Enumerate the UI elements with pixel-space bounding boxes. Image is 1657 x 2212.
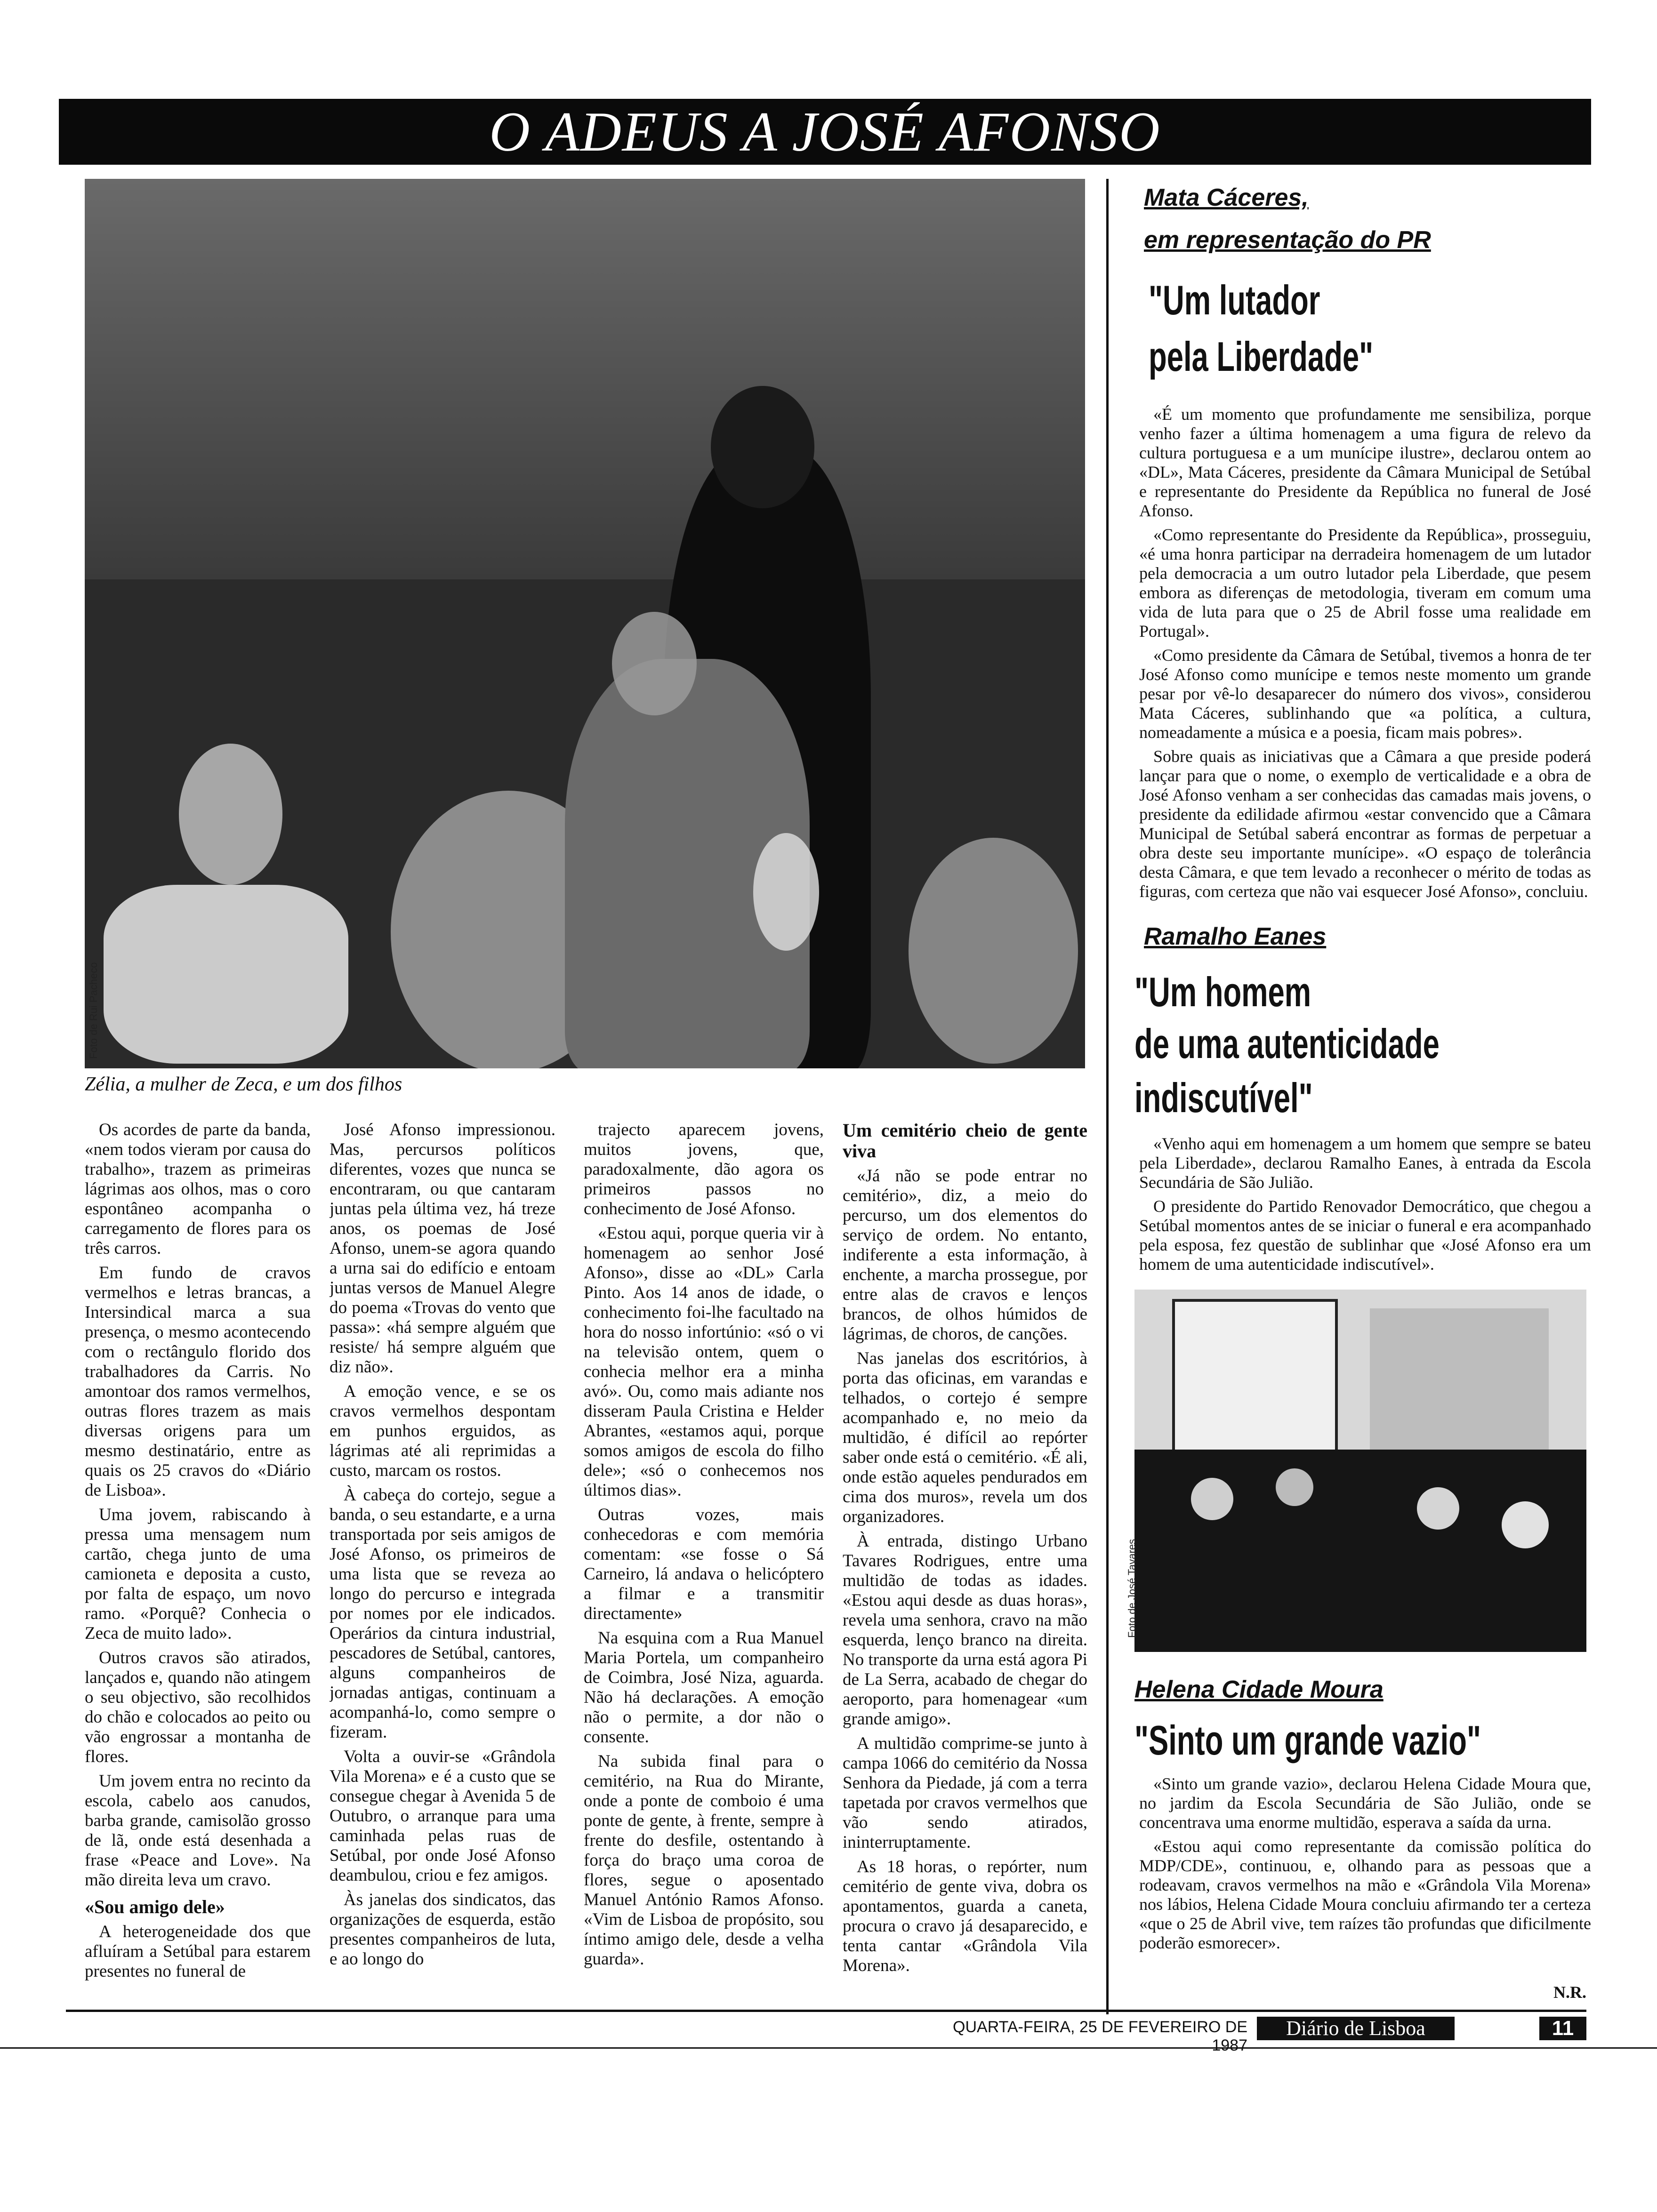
paragraph: A multidão comprime-se junto à campa 1066 do cemitério da Nossa Senhora da Piedade, já com a terra tapetada por cravos vermelhos que vão sendo atirados, ininterruptamente. xyxy=(843,1734,1087,1852)
paragraph: Os acordes de parte da banda, «nem todos vieram por causa do trabalho», trazem as primeiras lágrimas aos olhos, mas o coro espontâneo acompanha o carregamento de flores para os três carros. xyxy=(85,1120,311,1258)
article-column-1 xyxy=(85,1120,311,2000)
paragraph: Sobre quais as iniciativas que a Câmara a que preside poderá lançar para que o nome, o exemplo de verticalidade e a obra de José Afonso venham a ser conhecidas das camadas mais jovens, o presidente da edilidade afirmou «estar convencido que a Câmara Municipal de Setúbal saberá encontrar as formas de perpetuar a obra deste seu importante munícipe». «O espaço de tolerância desta Câmara, e que tem levado a reconhecer o mérito de todas as figuras, com certeza que não vai esquecer José Afonso», concluiu. xyxy=(1139,747,1591,901)
paragraph: José Afonso impressionou. Mas, percursos políticos diferentes, vozes que nunca se encontraram, ou que cantaram juntas pela última vez, há treze anos, os poemas de José Afonso, unem-se agora quando a urna sai do edifício e entoam juntas versos de Manuel Alegre do poema «Trovas do vento que passa»: «há sempre alguém que resiste/ há sempre alguém que diz não». xyxy=(330,1120,555,1377)
page-banner-title: O ADEUS A JOSÉ AFONSO xyxy=(59,99,1591,165)
byline-initials: N.R. xyxy=(1553,1983,1586,2002)
page-number: 11 xyxy=(1539,2017,1586,2040)
sidebar-headline: pela Liberdade" xyxy=(1149,333,1374,380)
eanes-photo-credit: Foto de José Tavares xyxy=(1126,1539,1138,1638)
sidebar-headline: de uma autenticidade xyxy=(1134,1020,1440,1067)
paragraph: A heterogeneidade dos que afluíram a Setúbal para estarem presentes no funeral de xyxy=(85,1922,311,1981)
paragraph: Na esquina com a Rua Manuel Maria Portela, um companheiro de Coimbra, José Niza, aguarda. Não há declarações. A emoção não o permite, a dor não o consente. xyxy=(584,1628,824,1747)
paragraph: «Já não se pode entrar no cemitério», diz, a meio do percurso, um dos elementos do serviço de ordem. No entanto, indiferente a esta informação, à enchente, a marcha prossegue, por entre alas de cravos e lenços brancos, de olhos húmidos de lágrimas, de choros, de canções. xyxy=(843,1166,1087,1344)
paragraph: «Venho aqui em homenagem a um homem que sempre se bateu pela Liberdade», declarou Ramalho Eanes, à entrada da Escola Secundária de São Julião. xyxy=(1139,1134,1591,1192)
paragraph: À cabeça do cortejo, segue a banda, o seu estandarte, e a urna transportada por seis amigos de José Afonso, os primeiros de uma lista que se reveza ao longo do percurso e integrada por nomes por ele indicados. Operários da cintura industrial, pescadores de Setúbal, cantores, alguns companheiros de jornadas antigas, continuam a acompanhá-lo, como sempre o fizeram. xyxy=(330,1485,555,1742)
footer-masthead: Diário de Lisboa xyxy=(1257,2017,1455,2040)
paragraph: «Sinto um grande vazio», declarou Helena Cidade Moura que, no jardim da Escola Secundária de São Julião, onde se concentrava uma enorme multidão, esperava a saída da urna. xyxy=(1139,1774,1591,1832)
bottom-rule xyxy=(66,2010,1586,2012)
paragraph: Uma jovem, rabiscando à pressa uma mensagem num cartão, chega junto de uma camioneta e deposita a custo, por falta de espaço, um novo ramo. «Porquê? Conhecia o Zeca de muito lado». xyxy=(85,1505,311,1643)
paragraph: Em fundo de cravos vermelhos e letras brancas, a Intersindical marca a sua presença, o mesmo acontecendo com o rectângulo florido dos trabalhadores da Carris. No amontoar dos ramos vermelhos, outras flores trazem as mais diversas origens para um mesmo destinatário, entre as quais os 25 cravos do «Diário de Lisboa». xyxy=(85,1263,311,1500)
article-column-2 xyxy=(330,1120,555,2000)
paragraph: Às janelas dos sindicatos, das organizações de esquerda, estão presentes companheiros de luta, e ao longo do xyxy=(330,1890,555,1969)
paragraph: Outros cravos são atirados, lançados e, quando não atingem o seu objectivo, são recolhidos do chão e colocados ao peito ou vão engrossar a montanha de flores. xyxy=(85,1648,311,1766)
sidebar-headline: "Um lutador xyxy=(1149,277,1320,323)
paragraph: As 18 horas, o repórter, num cemitério de gente viva, dobra os apontamentos, guarda a caneta, procura o cravo já desaparecido, e tenta cantar «Grândola Vila Morena». xyxy=(843,1857,1087,1975)
paragraph: Na subida final para o cemitério, na Rua do Mirante, onde a ponte de comboio é uma ponte de gente, à frente, sempre à frente do desfile, ostentando à força do braço uma coroa de flores, segue o aposentado Manuel António Ramos Afonso. «Vim de Lisboa de propósito, sou íntimo amigo dele, desde a velha guarda». xyxy=(584,1752,824,1969)
subheading: «Sou amigo dele» xyxy=(85,1896,225,1917)
paragraph: «Estou aqui, porque queria vir à homenagem ao senhor José Afonso», disse ao «DL» Carla Pinto. Aos 14 anos de idade, o conhecimento foi-lhe facultado na hora do nosso infortúnio: «só o vi na televisão ontem, quem o conhecia melhor era a minha avó». Ou, como mais adiante nos disseram Paula Cristina e Helder Abrantes, «estamos aqui, porque somos amigos de escola do filho dele»; «só o conhecemos nos últimos dias». xyxy=(584,1224,824,1500)
sidebar-body xyxy=(1139,1134,1591,1275)
eanes-photo xyxy=(1134,1290,1586,1652)
article-column-4 xyxy=(843,1120,1087,2000)
paragraph: Nas janelas dos escritórios, à porta das oficinas, em varandas e telhados, o cortejo é sempre acompanhado e, no meio da multidão, é difícil ao repórter saber onde está o cemitério. «É ali, onde estão aqueles pendurados em cima dos muros», revela um dos organizadores. xyxy=(843,1349,1087,1526)
footer-rule xyxy=(0,2047,1657,2049)
footer-date: QUARTA-FEIRA, 25 DE FEVEREIRO DE 1987 xyxy=(953,2018,1247,2054)
paragraph: Outras vozes, mais conhecedoras e com memória comentam: «se fosse o Sá Carneiro, lá andava o helicóptero a filmar e a transmitir directamente» xyxy=(584,1505,824,1623)
paragraph: «É um momento que profundamente me sensibiliza, porque venho fazer a última homenagem a uma figura de relevo da cultura portuguesa e a um munícipe ilustre», declarou ontem ao «DL», Mata Cáceres, presidente da Câmara Municipal de Setúbal e representante do Presidente da República no funeral de José Afonso. xyxy=(1139,405,1591,520)
column-rule xyxy=(1106,179,1109,2014)
paragraph: A emoção vence, e se os cravos vermelhos despontam em punhos erguidos, as lágrimas até ali reprimidas a custo, marcam os rostos. xyxy=(330,1382,555,1480)
paragraph: «Como presidente da Câmara de Setúbal, tivemos a honra de ter José Afonso como munícipe e temos neste momento um grande pesar por vê-lo desaparecer do número dos vivos», considerou Mata Cáceres, sublinhando que «a política, a cultura, nomeadamente a música e a poesia, ficam mais pobres». xyxy=(1139,646,1591,742)
paragraph: O presidente do Partido Renovador Democrático, que chegou a Setúbal momentos antes de se iniciar o funeral e era acompanhado pela esposa, fez questão de sublinhar que «José Afonso era um homem de uma autenticidade indiscutível». xyxy=(1139,1197,1591,1274)
article-column-3 xyxy=(584,1120,824,2000)
main-photo xyxy=(85,179,1085,1068)
sidebar-kicker: Helena Cidade Moura xyxy=(1134,1676,1384,1703)
paragraph: À entrada, distingo Urbano Tavares Rodrigues, entre uma multidão de todas as idades. «Estou aqui desde as duas horas», revela uma senhora, cravo na mão esquerda, lenço branco na direita. No transporte da urna está agora Pi de La Serra, acabado de chegar do aeroporto, para homenagear «um grande amigo». xyxy=(843,1531,1087,1729)
sidebar-headline: indiscutível" xyxy=(1134,1074,1313,1121)
sidebar-kicker: Ramalho Eanes xyxy=(1144,923,1327,950)
subheading: Um cemitério cheio de gente viva xyxy=(843,1120,1087,1162)
sidebar-headline: "Um homem xyxy=(1134,969,1311,1015)
main-photo-caption: Zélia, a mulher de Zeca, e um dos filhos xyxy=(85,1074,402,1095)
sidebar-body xyxy=(1139,405,1591,904)
sidebar-headline: "Sinto um grande vazio" xyxy=(1134,1717,1481,1763)
paragraph: «Como representante do Presidente da República», prosseguiu, «é uma honra participar na derradeira homenagem de um lutador pela democracia a um outro lutador pela Liberdade, que pesem embora as diferenças de metodologia, tiveram em comum uma vida de luta para que o 25 de Abril fosse uma realidade em Portugal». xyxy=(1139,525,1591,641)
sidebar-kicker: em representação do PR xyxy=(1144,226,1431,254)
paragraph: Volta a ouvir-se «Grândola Vila Morena» e é a custo que se consegue chegar à Avenida 5 de Outubro, o arranque para uma caminhada pelas ruas de Setúbal, por onde José Afonso deambulou, criou e fez amigos. xyxy=(330,1747,555,1885)
main-photo-credit: Foto de Rui Pacheco xyxy=(88,962,99,1059)
paragraph: Um jovem entra no recinto da escola, cabelo aos canudos, barba grande, camisolão grosso de lã, onde está desenhada a frase «Peace and Love». Na mão direita leva um cravo. xyxy=(85,1771,311,1890)
paragraph: «Estou aqui como representante da comissão política do MDP/CDE», continuou, e, olhando para as pessoas que a rodeavam, cravos vermelhos na mão e «Grândola Vila Morena» nos lábios, Helena Cidade Moura concluiu afirmando ter a certeza «que o 25 de Abril vive, tem raízes tão profundas que dificilmente poderão esmorecer». xyxy=(1139,1837,1591,1952)
sidebar-kicker: Mata Cáceres, xyxy=(1144,184,1309,211)
sidebar-body xyxy=(1139,1774,1591,1981)
paragraph: trajecto aparecem jovens, muitos jovens, que, paradoxalmente, dão agora os primeiros passos no conhecimento de José Afonso. xyxy=(584,1120,824,1218)
